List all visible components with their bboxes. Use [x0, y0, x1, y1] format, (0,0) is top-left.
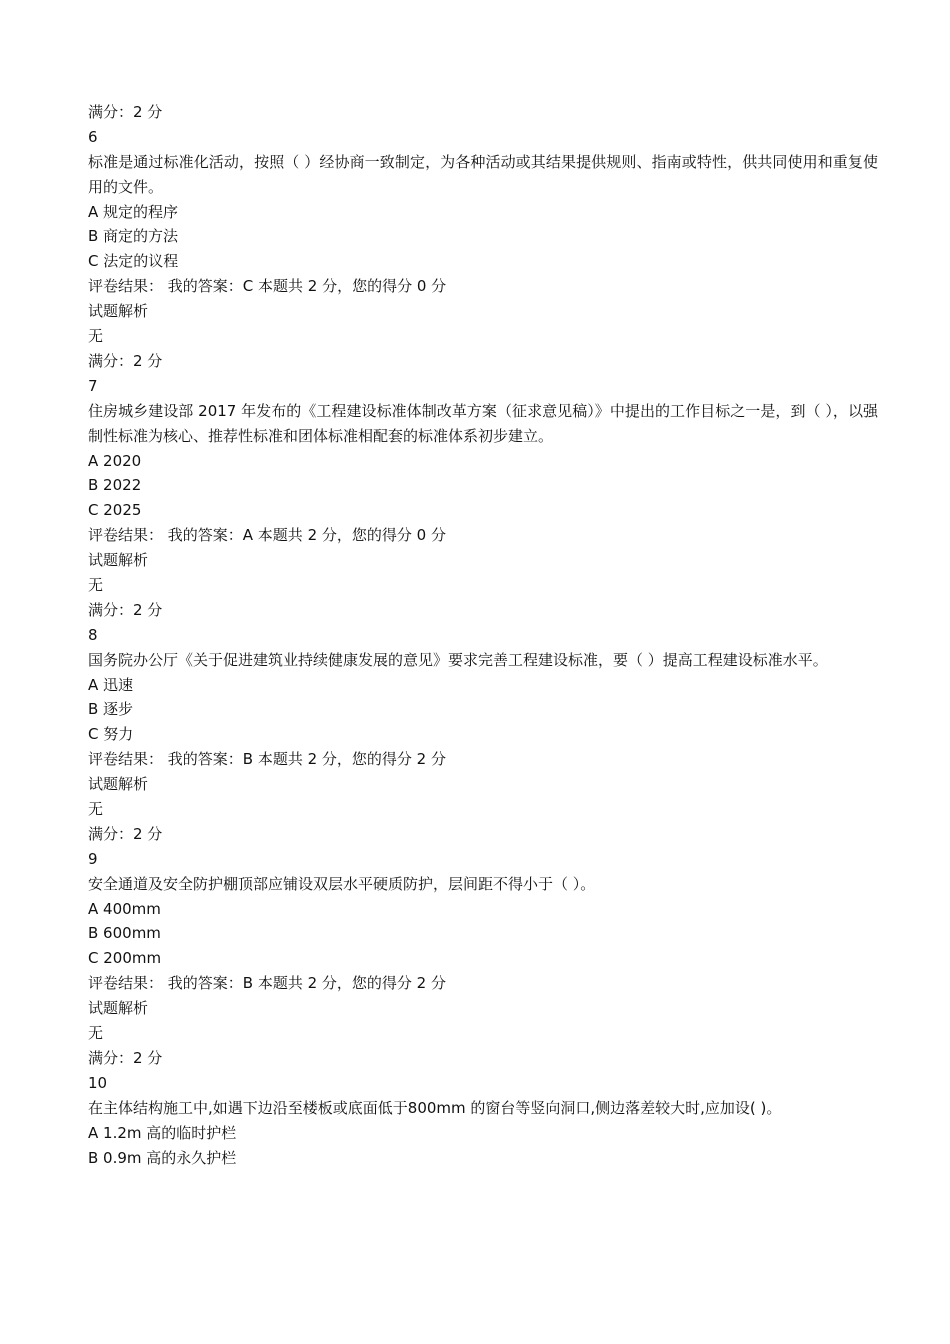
question-block: [88, 374, 878, 623]
question-block: [88, 847, 878, 1071]
full-score-line: 满分：2 分: [88, 351, 163, 370]
option-b: B 0.9m 高的永久护栏: [88, 1148, 237, 1167]
analysis-label: 试题解析: [88, 999, 149, 1018]
question-number: 6: [88, 127, 98, 146]
analysis-label: 试题解析: [88, 302, 149, 321]
full-score-line: 满分：2 分: [88, 600, 163, 619]
result-line: 评卷结果： 我的答案：B 本题共 2 分，您的得分 2 分: [88, 750, 446, 769]
option-a: A 2020: [88, 451, 142, 470]
question-number: 9: [88, 849, 98, 868]
exam-document: [88, 100, 878, 1170]
result-line: 评卷结果： 我的答案：C 本题共 2 分，您的得分 0 分: [88, 277, 447, 296]
question-stem: 在主体结构施工中,如遇下边沿至楼板或底面低于800mm 的窗台等竖向洞口,侧边落差较大时,应加设( )。: [88, 1098, 782, 1117]
option-b: B 2022: [88, 476, 142, 495]
question-stem: 住房城乡建设部 2017 年发布的《工程建设标准体制改革方案（征求意见稿）》中提出的工作目标之一是，到（ ），以强制性标准为核心、推荐性标准和团体标准相配套的标准体系初步建立。: [88, 401, 878, 445]
full-score-line: 满分：2 分: [88, 103, 163, 121]
option-a: A 1.2m 高的临时护栏: [88, 1123, 237, 1142]
option-c: C 200mm: [88, 949, 162, 968]
option-b: B 商定的方法: [88, 227, 179, 246]
option-a: A 400mm: [88, 899, 161, 918]
option-c: C 2025: [88, 501, 142, 520]
option-c: C 法定的议程: [88, 252, 179, 271]
analysis-text: 无: [88, 800, 104, 819]
option-b: B 600mm: [88, 924, 161, 943]
option-a: A 规定的程序: [88, 202, 179, 221]
analysis-text: 无: [88, 575, 104, 594]
question-block: [88, 1071, 878, 1171]
question-stem: 标准是通过标准化活动，按照（ ）经协商一致制定，为各种活动或其结果提供规则、指南或特性，供共同使用和重复使用的文件。: [88, 152, 878, 196]
question-stem: 安全通道及安全防护棚顶部应铺设双层水平硬质防护，层间距不得小于（ ）。: [88, 874, 596, 893]
result-line: 评卷结果： 我的答案：A 本题共 2 分，您的得分 0 分: [88, 526, 446, 545]
option-a: A 迅速: [88, 675, 134, 694]
question-number: 7: [88, 376, 98, 395]
analysis-label: 试题解析: [88, 551, 149, 570]
question-stem: 国务院办公厅《关于促进建筑业持续健康发展的意见》要求完善工程建设标准，要（ ）提高工程建设标准水平。: [88, 650, 828, 669]
option-c: C 努力: [88, 725, 134, 744]
result-line: 评卷结果： 我的答案：B 本题共 2 分，您的得分 2 分: [88, 974, 446, 993]
question-block: [88, 125, 878, 374]
analysis-text: 无: [88, 1024, 104, 1043]
analysis-text: 无: [88, 327, 104, 346]
full-score-line: 满分：2 分: [88, 1048, 163, 1067]
option-b: B 逐步: [88, 700, 134, 719]
full-score-line: 满分：2 分: [88, 824, 163, 843]
question-block: [88, 623, 878, 847]
question-number: 10: [88, 1073, 108, 1092]
analysis-label: 试题解析: [88, 775, 149, 794]
question-number: 8: [88, 625, 98, 644]
